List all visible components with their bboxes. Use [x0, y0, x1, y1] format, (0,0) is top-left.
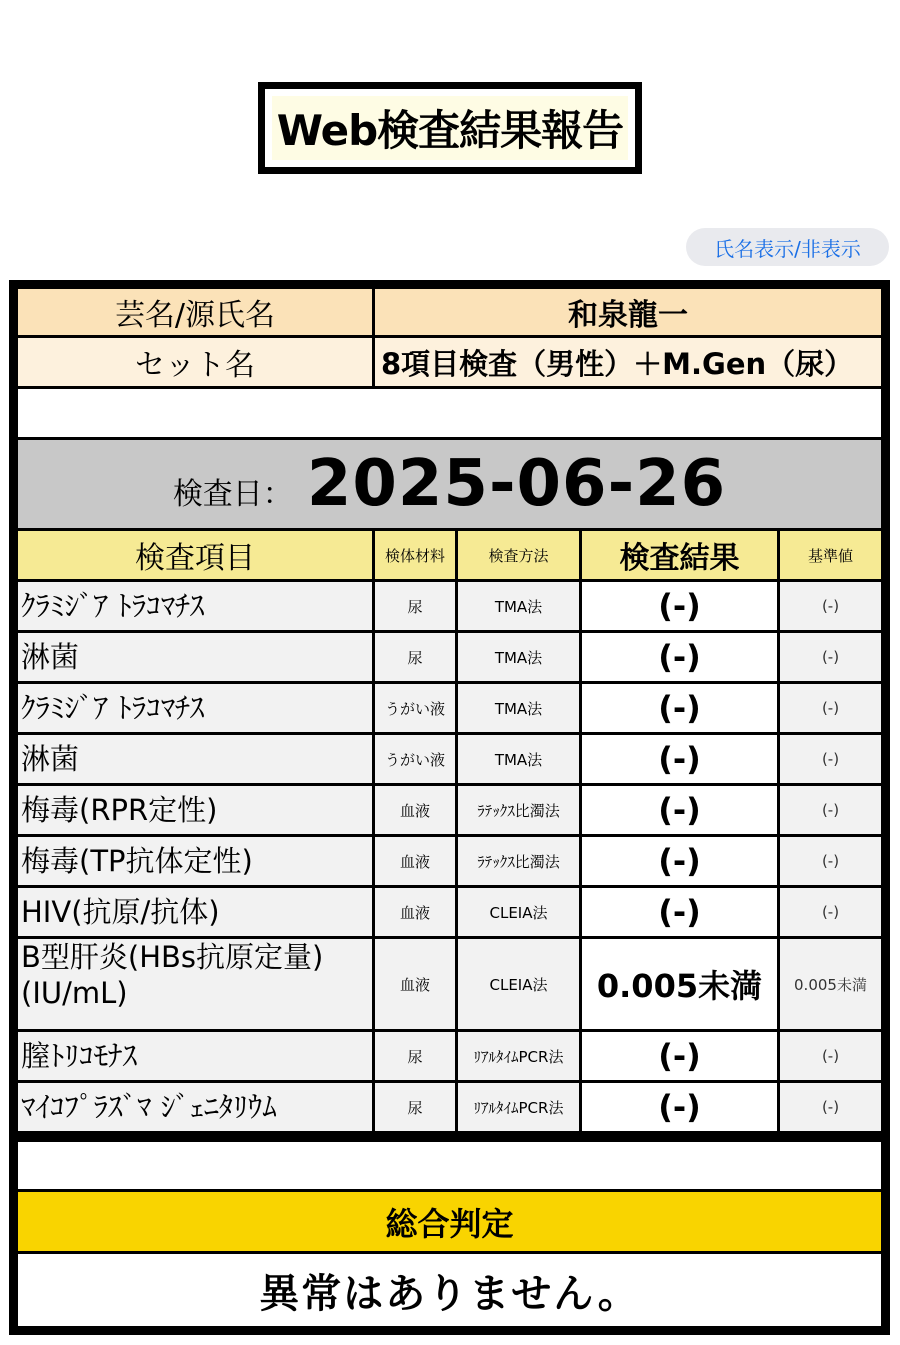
header-result: 検査結果 [582, 531, 777, 579]
method-cell: TMA法 [458, 684, 579, 732]
specimen-cell: 尿 [375, 1083, 455, 1131]
item-name-cell: ﾏｲｺﾌﾟﾗｽﾞﾏ ｼﾞｪﾆﾀﾘｳﾑ [18, 1083, 372, 1131]
specimen-cell: 血液 [375, 888, 455, 936]
specimen-cell: 血液 [375, 786, 455, 834]
header-specimen: 検体材料 [375, 531, 455, 579]
report-title-box [258, 82, 642, 174]
toggle-name-display-button[interactable]: 氏名表示/非表示 [686, 228, 889, 266]
item-name-cell: 梅毒(TP抗体定性) [18, 837, 372, 885]
set-name-value: 8項目検査（男性）＋M.Gen（尿） [375, 338, 881, 386]
exam-date-band [18, 440, 881, 528]
method-cell: CLEIA法 [458, 888, 579, 936]
method-cell: ﾗﾃｯｸｽ比濁法 [458, 837, 579, 885]
reference-cell: (-) [780, 735, 881, 783]
report-title: Web検査結果報告 [272, 96, 628, 160]
method-cell: TMA法 [458, 633, 579, 681]
reference-cell: 0.005未満 [780, 939, 881, 1029]
spacer-row [18, 1142, 881, 1189]
method-cell: TMA法 [458, 735, 579, 783]
result-cell: (-) [582, 735, 777, 783]
set-name-label: セット名 [18, 338, 372, 386]
reference-cell: (-) [780, 888, 881, 936]
name-value: 和泉龍一 [375, 289, 881, 335]
item-name-cell [18, 939, 372, 1029]
specimen-cell: 血液 [375, 837, 455, 885]
result-cell: (-) [582, 684, 777, 732]
item-name-line: B型肝炎(HBs抗原定量) [21, 940, 324, 974]
reference-cell: (-) [780, 837, 881, 885]
item-name-cell: 淋菌 [18, 735, 372, 783]
method-cell: CLEIA法 [458, 939, 579, 1029]
reference-cell: (-) [780, 1032, 881, 1080]
overall-judgment-label: 総合判定 [18, 1192, 881, 1251]
header-method: 検査方法 [458, 531, 579, 579]
header-item: 検査項目 [18, 531, 372, 579]
report-frame [9, 280, 890, 1335]
specimen-cell: うがい液 [375, 684, 455, 732]
result-cell: (-) [582, 582, 777, 630]
result-cell: (-) [582, 1032, 777, 1080]
item-name-cell: ｸﾗﾐｼﾞｱ ﾄﾗｺﾏﾁｽ [18, 684, 372, 732]
name-label: 芸名/源氏名 [18, 289, 372, 335]
specimen-cell: 尿 [375, 582, 455, 630]
result-cell: (-) [582, 1083, 777, 1131]
result-cell: 0.005未満 [582, 939, 777, 1029]
method-cell: ﾘｱﾙﾀｲﾑPCR法 [458, 1083, 579, 1131]
exam-date-value: 2025-06-26 [306, 447, 727, 521]
specimen-cell: 血液 [375, 939, 455, 1029]
spacer-row [18, 389, 881, 437]
item-name-cell: ｸﾗﾐｼﾞｱ ﾄﾗｺﾏﾁｽ [18, 582, 372, 630]
method-cell: ﾘｱﾙﾀｲﾑPCR法 [458, 1032, 579, 1080]
result-cell: (-) [582, 837, 777, 885]
specimen-cell: うがい液 [375, 735, 455, 783]
method-cell: ﾗﾃｯｸｽ比濁法 [458, 786, 579, 834]
item-name-cell: HIV(抗原/抗体) [18, 888, 372, 936]
reference-cell: (-) [780, 684, 881, 732]
result-cell: (-) [582, 633, 777, 681]
item-name-cell: 膣ﾄﾘｺﾓﾅｽ [18, 1032, 372, 1080]
exam-date-label: 検査日： [172, 477, 293, 512]
specimen-cell: 尿 [375, 633, 455, 681]
item-name-cell: 淋菌 [18, 633, 372, 681]
item-name-unit: (IU/mL) [21, 976, 128, 1010]
specimen-cell: 尿 [375, 1032, 455, 1080]
reference-cell: (-) [780, 633, 881, 681]
result-cell: (-) [582, 888, 777, 936]
header-reference: 基準値 [780, 531, 881, 579]
reference-cell: (-) [780, 786, 881, 834]
item-name-cell: 梅毒(RPR定性) [18, 786, 372, 834]
reference-cell: (-) [780, 582, 881, 630]
result-cell: (-) [582, 786, 777, 834]
overall-judgment-text: 異常はありません。 [18, 1254, 881, 1326]
reference-cell: (-) [780, 1083, 881, 1131]
method-cell: TMA法 [458, 582, 579, 630]
